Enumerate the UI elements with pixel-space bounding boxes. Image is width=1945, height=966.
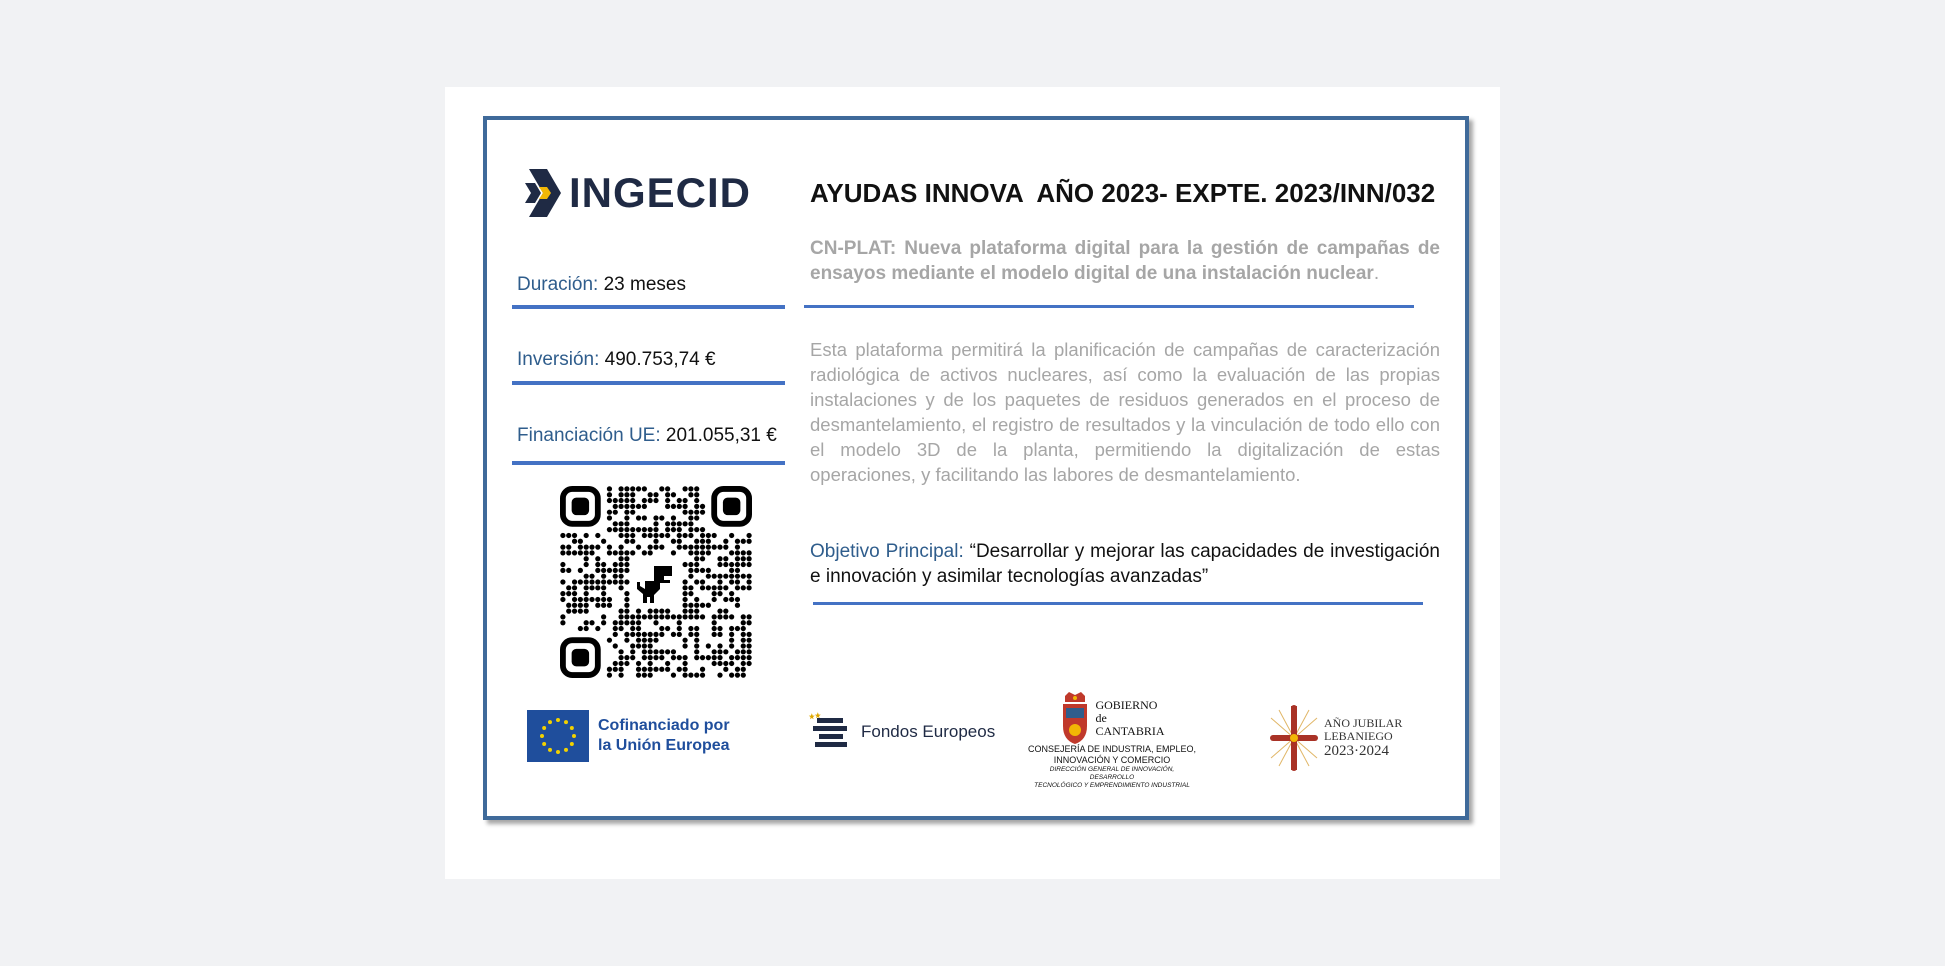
funding-divider [512, 461, 785, 465]
objective-text: “Desarrollar y mejorar las capacidades de investigación e innovación y asimilar tecnologías avanzadas” [810, 541, 1440, 587]
main-objective [810, 539, 1440, 589]
document-sheet [445, 87, 1500, 879]
direccion-line2: TECNOLÓGICO Y EMPRENDIMIENTO INDUSTRIAL [1034, 782, 1190, 789]
subtitle-divider [804, 305, 1414, 308]
fondos-europeos-icon [807, 712, 855, 752]
investment-value: 490.753,74 € [599, 349, 716, 370]
duration-value: 23 meses [598, 274, 686, 295]
project-code: CN-PLAT: [810, 238, 897, 259]
direccion-line1: DIRECCIÓN GENERAL DE INNOVACIÓN, DESARROLLO [1049, 766, 1175, 781]
objective-divider [813, 602, 1423, 605]
funding-value: 201.055,31 € [660, 425, 777, 446]
gobierno-line2: de [1095, 710, 1107, 725]
funding-row [517, 425, 789, 447]
lebaniego-cross-icon [1269, 704, 1319, 772]
project-description: Esta plataforma permitirá la planificación de campañas de caracterización radiológica de activos nucleares, así como la evaluación de las propias instalaciones y de los paquetes de residuos generados en el proceso de desmantelamiento, el registro de resultados y la vinculación de todo ello con el modelo 3D de la planta, permitiendo la digitalización de estas operaciones, y facilitando las labores de desmantelamiento. [810, 339, 1440, 485]
investment-row [517, 349, 789, 371]
duration-label: Duración: [517, 274, 599, 295]
eu-cofinanced-logo [527, 710, 730, 762]
consejeria-line2: INNOVACIÓN Y COMERCIO [1053, 755, 1171, 765]
gobierno-line3: CANTABRIA [1095, 723, 1165, 738]
ano-jubilar-logo [1269, 704, 1402, 772]
fondos-europeos-logo [807, 712, 995, 752]
subtitle-period: . [1373, 263, 1380, 284]
fondos-europeos-text: Fondos Europeos [861, 722, 996, 741]
eu-text-line2: la Unión Europea [598, 737, 730, 754]
consejeria-line1: CONSEJERÍA DE INDUSTRIA, EMPLEO, [1027, 744, 1197, 754]
duration-row [517, 274, 789, 296]
gobierno-cantabria-logo [1027, 692, 1197, 790]
project-panel [483, 116, 1469, 820]
investment-divider [512, 381, 785, 385]
objective-label: Objetivo Principal: [810, 541, 964, 562]
jubilar-line1: AÑO JUBILAR [1324, 715, 1403, 730]
ingecid-logo [525, 168, 765, 218]
ingecid-mark-icon [525, 169, 561, 217]
duration-divider [512, 305, 785, 309]
project-name: Nueva plataforma digital para la gestión de campañas de ensayos mediante el modelo digital de una instalación nuclear [810, 238, 1440, 284]
gobierno-line1: GOBIERNO [1095, 697, 1158, 712]
eu-text-line1: Cofinanciado por [598, 717, 730, 734]
cantabria-coat-of-arms-icon [1059, 692, 1091, 744]
project-subtitle [810, 236, 1440, 286]
eu-flag-icon [527, 710, 589, 762]
ingecid-logo-text: INGECID [569, 169, 752, 216]
funding-label: Financiación UE: [517, 425, 661, 446]
page-title: AYUDAS INNOVA AÑO 2023- EXPTE. 2023/INN/032 [810, 178, 1436, 208]
jubilar-line3: 2023·2024 [1324, 742, 1389, 759]
qr-code[interactable] [560, 486, 752, 678]
jubilar-line2: LEBANIEGO [1324, 728, 1393, 743]
investment-label: Inversión: [517, 349, 600, 370]
